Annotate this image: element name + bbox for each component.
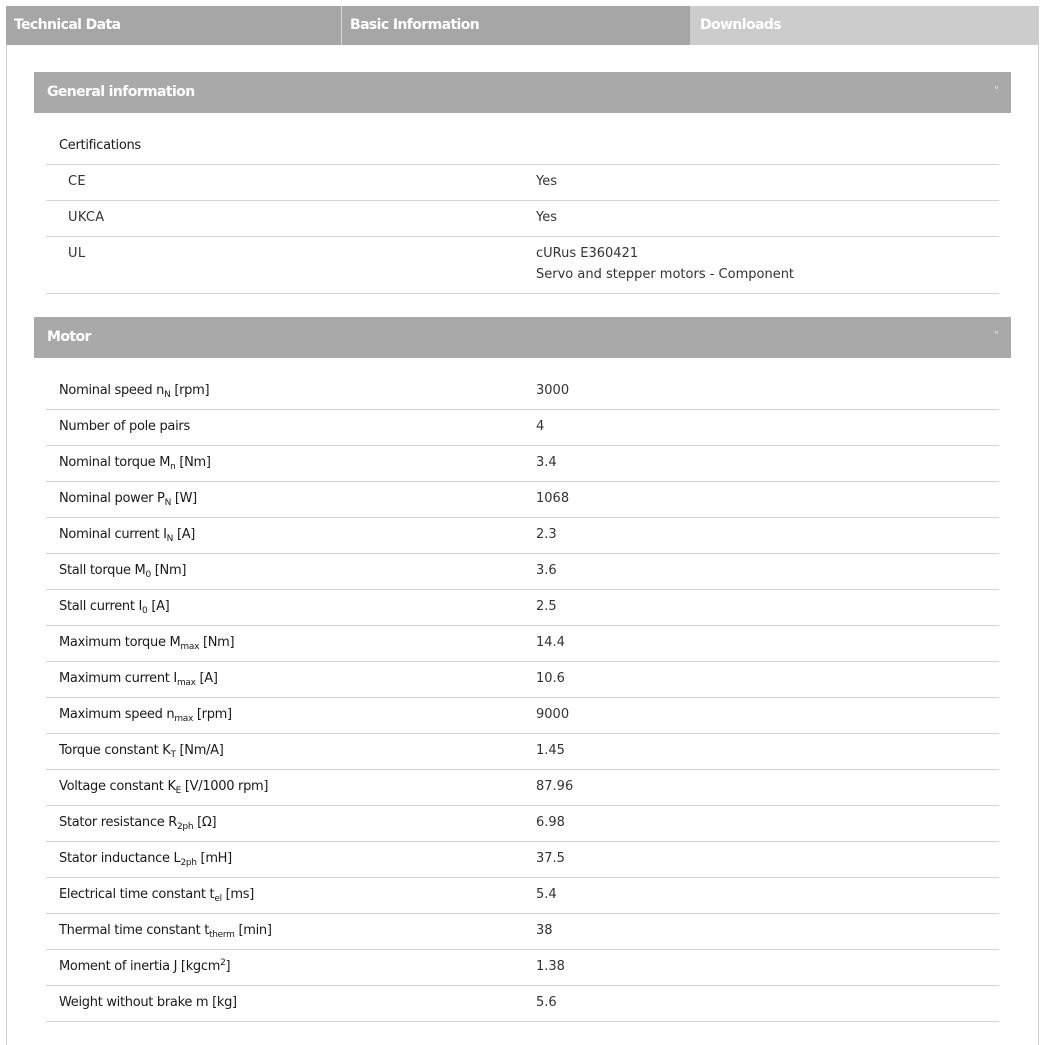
table-row: [46, 878, 999, 914]
section-title: Motor: [47, 329, 91, 345]
row-value: [536, 243, 794, 285]
table-row: [46, 446, 999, 482]
row-value: 4: [536, 419, 545, 434]
row-label: [59, 491, 197, 506]
row-label-text: Nominal speed n: [59, 383, 165, 398]
row-label-text: Stator inductance L: [59, 851, 181, 866]
row-label-subscript: n: [170, 462, 176, 472]
row-value: 2.5: [536, 599, 557, 614]
row-label-unit: [Nm]: [175, 455, 211, 470]
row-label-subscript: max: [174, 714, 194, 724]
row-label: [59, 707, 232, 722]
row-label: [59, 923, 272, 938]
row-label-unit: [A]: [195, 671, 218, 686]
chevron-down-icon: ˅: [993, 85, 999, 99]
row-label-unit: [Nm/A]: [175, 743, 224, 758]
row-label-unit: [rpm]: [193, 707, 232, 722]
row-label: [59, 383, 209, 398]
chevron-down-icon: ˅: [993, 330, 999, 344]
table-row: [46, 770, 999, 806]
row-label-subscript: 0: [142, 606, 148, 616]
row-label-superscript: 2: [220, 958, 226, 968]
row-value: 38: [536, 923, 553, 938]
row-label-text: Number of pole pairs: [59, 419, 190, 434]
general-information-table: [46, 128, 999, 294]
table-row: [46, 410, 999, 446]
table-row: [46, 986, 999, 1022]
motor-table: [46, 374, 999, 1022]
row-label-unit: [V/1000 rpm]: [181, 779, 269, 794]
table-row: [46, 662, 999, 698]
tab-downloads[interactable]: Downloads: [700, 17, 781, 33]
row-value: 5.6: [536, 995, 557, 1010]
row-label-unit: [rpm]: [170, 383, 210, 398]
row-label: [59, 455, 211, 470]
table-row: [46, 950, 999, 986]
row-label-text: Maximum current I: [59, 671, 177, 686]
row-label: [59, 527, 195, 542]
row-value: 87.96: [536, 779, 574, 794]
row-value: 10.6: [536, 671, 565, 686]
row-label-text: Maximum torque M: [59, 635, 181, 650]
row-value: 37.5: [536, 851, 565, 866]
row-value-line: Servo and stepper motors - Component: [536, 267, 795, 282]
row-label-subscript: 0: [145, 570, 151, 580]
certifications-heading: [46, 128, 999, 165]
row-label-text: Nominal torque M: [59, 455, 171, 470]
row-label: [59, 959, 230, 974]
row-label-text: Stator resistance R: [59, 815, 177, 830]
row-label-unit: [Nm]: [199, 635, 235, 650]
row-value: 6.98: [536, 815, 565, 830]
row-label: [59, 995, 237, 1010]
section-title: General information: [47, 84, 195, 100]
row-value: 1.38: [536, 959, 565, 974]
row-label-text: Torque constant K: [59, 743, 171, 758]
tab-bar: [6, 6, 1039, 45]
row-value: 1.45: [536, 743, 565, 758]
row-label: [59, 815, 216, 830]
row-label: CE: [68, 174, 86, 189]
table-row: [46, 806, 999, 842]
row-label-text: Electrical time constant t: [59, 887, 215, 902]
row-label-unit: [ms]: [221, 887, 255, 902]
table-row: [46, 734, 999, 770]
row-label-text: Stall torque M: [59, 563, 146, 578]
row-label: UKCA: [68, 210, 105, 225]
row-label-unit: [A]: [173, 527, 196, 542]
row-label: [59, 779, 268, 794]
row-value: 1068: [536, 491, 570, 506]
row-label-text: Voltage constant K: [59, 779, 176, 794]
row-label-subscript: therm: [209, 930, 235, 940]
row-label-subscript: 2ph: [180, 858, 197, 868]
row-label-subscript: el: [214, 894, 222, 904]
row-label-unit: [W]: [171, 491, 197, 506]
row-label: UL: [68, 246, 86, 261]
table-row: [46, 518, 999, 554]
table-row: [46, 626, 999, 662]
row-value: 9000: [536, 707, 570, 722]
table-row: [46, 554, 999, 590]
row-label-subscript: E: [175, 786, 182, 796]
row-value: 3000: [536, 383, 570, 398]
row-label-text: Moment of inertia J [kgcm: [59, 959, 221, 974]
row-label: [59, 635, 234, 650]
row-label: [59, 887, 254, 902]
row-label-subscript: N: [164, 390, 171, 400]
table-row: [46, 165, 999, 201]
row-label-unit: [Nm]: [150, 563, 187, 578]
row-label-text: Stall current I: [59, 599, 143, 614]
row-label-text: Nominal power P: [59, 491, 165, 506]
row-label-unit: ]: [225, 959, 231, 974]
table-row: [46, 842, 999, 878]
row-label-subscript: max: [176, 678, 196, 688]
row-label-subscript: 2ph: [176, 822, 194, 832]
section-header-motor[interactable]: [34, 317, 1011, 358]
section-header-general-information[interactable]: [34, 72, 1011, 113]
row-label-text: Nominal current I: [59, 527, 167, 542]
row-label-unit: [A]: [147, 599, 170, 614]
row-value: 3.4: [536, 455, 557, 470]
row-value: 3.6: [536, 563, 557, 578]
row-label-subscript: N: [164, 498, 171, 508]
row-label: [59, 419, 190, 434]
certifications-label: Certifications: [59, 138, 141, 153]
row-label: [59, 851, 232, 866]
table-row: [46, 914, 999, 950]
table-row: [46, 237, 999, 294]
row-label-unit: [mH]: [196, 851, 232, 866]
row-label-text: Thermal time constant t: [59, 923, 210, 938]
row-value: Yes: [536, 210, 557, 225]
row-label-subscript: T: [170, 750, 176, 760]
row-label-text: Weight without brake m [kg]: [59, 995, 237, 1010]
table-row: [46, 374, 999, 410]
tab-technical-data[interactable]: Technical Data: [6, 6, 341, 45]
row-label-subscript: max: [180, 642, 200, 652]
row-value: Yes: [536, 174, 557, 189]
table-row: [46, 482, 999, 518]
row-value: 14.4: [536, 635, 565, 650]
row-label-subscript: N: [166, 534, 174, 544]
row-value: 5.4: [536, 887, 557, 902]
row-label: [59, 671, 218, 686]
table-row: [46, 590, 999, 626]
table-row: [46, 201, 999, 237]
row-label-unit: [min]: [234, 923, 272, 938]
row-label: [59, 743, 224, 758]
row-label: [59, 599, 169, 614]
row-label-text: Maximum speed n: [59, 707, 175, 722]
tab-basic-information[interactable]: Basic Information: [341, 6, 690, 45]
row-label-unit: [Ω]: [193, 815, 217, 830]
row-value-line: cURus E360421: [536, 246, 639, 261]
table-row: [46, 698, 999, 734]
row-value: 2.3: [536, 527, 557, 542]
row-label: [59, 563, 186, 578]
